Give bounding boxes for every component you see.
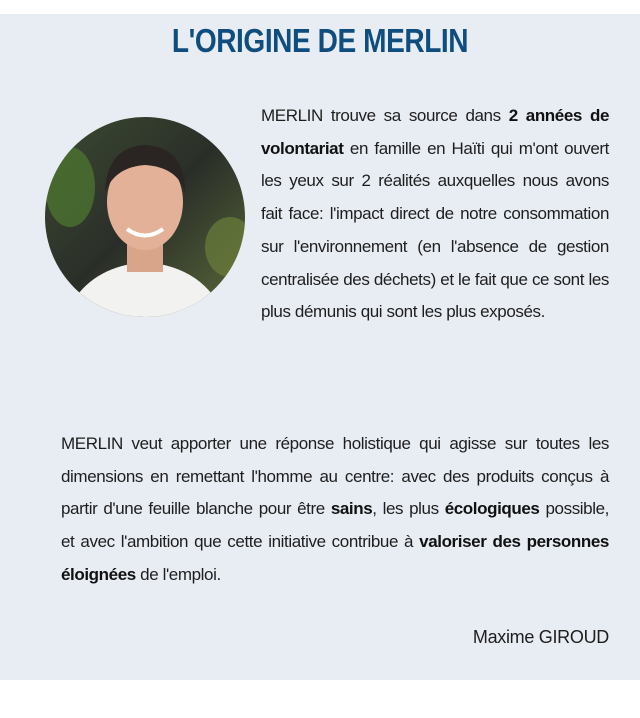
text-segment: MERLIN trouve sa source dans	[261, 106, 509, 125]
text-segment: possible, et avec l'ambition que cette initiative contribue à	[61, 499, 609, 552]
founder-photo	[45, 117, 245, 317]
text-segment-bold: 2 années de volontariat	[261, 106, 609, 158]
text-segment: MERLIN veut apporter une réponse holistique qui agisse sur toutes les dimensions en remettant l'homme au centre: avec des produits conçus à partir d'une feuille blanche pour être	[61, 434, 609, 519]
page-title: L'ORIGINE DE MERLIN	[171, 22, 469, 59]
text-segment: de l'emploi.	[135, 564, 221, 584]
signature: Maxime GIROUD	[472, 627, 609, 647]
intro-paragraph	[261, 100, 609, 329]
text-segment: , les plus	[372, 499, 445, 519]
mission-paragraph	[61, 428, 609, 592]
text-segment-bold: sains	[330, 499, 373, 519]
text-segment: en famille en Haïti qui m'ont ouvert les yeux sur 2 réalités auxquelles nous avons fait face: l'impact direct de notre consommation sur l'environnement (en l'absence de gestion centralisée des déchets) et le fait que ce sont les plus démunis qui sont les plus exposés.	[261, 138, 609, 322]
text-segment-bold: valoriser des personnes éloignées	[61, 532, 609, 584]
text-segment-bold: écologiques	[444, 499, 540, 519]
